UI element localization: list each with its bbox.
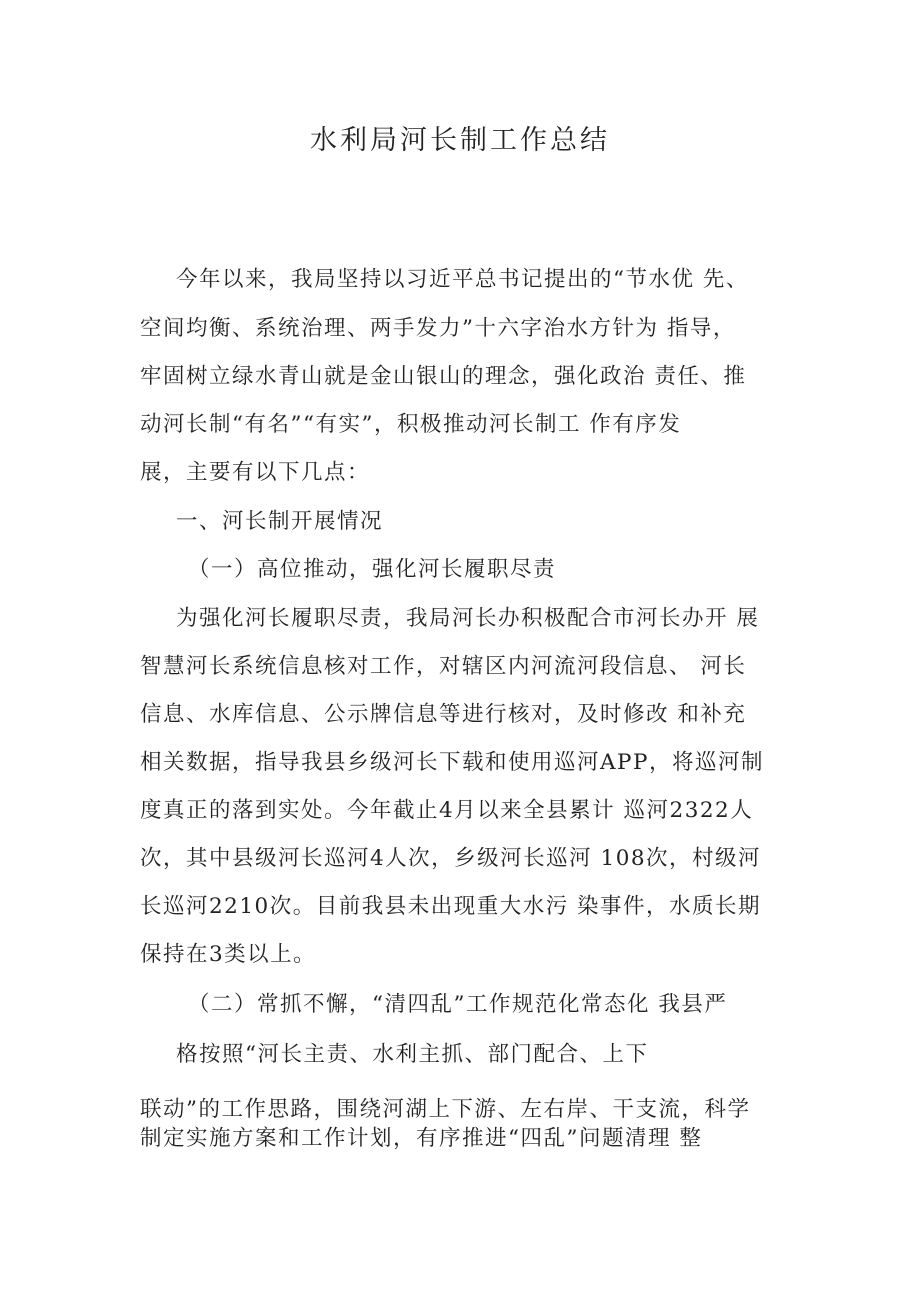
- paragraph-line: 牢固树立绿水青山就是金山银山的理念，强化政治 责任、推: [140, 364, 747, 389]
- paragraph-line: 格按照“河长主责、水利主抓、部门配合、上下: [176, 1042, 649, 1067]
- document-title: 水利局河长制工作总结: [310, 125, 610, 156]
- paragraph-line: 展，主要有以下几点：: [140, 460, 371, 485]
- paragraph-line: 智慧河长系统信息核对工作，对辖区内河流河段信息、 河长: [140, 654, 747, 679]
- paragraph-line: 联动”的工作思路，围绕河湖上下游、左右岸、干支流，科学: [140, 1097, 751, 1122]
- paragraph-line: 空间均衡、系统治理、两手发力”十六字治水方针为 指导，: [140, 316, 736, 341]
- paragraph-line: 次，其中县级河长巡河4人次，乡级河长巡河 108次，村级河: [140, 846, 762, 871]
- paragraph-line: 动河长制“有名”“有实”，积极推动河长制工 作有序发: [140, 412, 682, 437]
- paragraph-line: 长巡河2210次。目前我县未出现重大水污 染事件，水质长期: [140, 894, 762, 919]
- paragraph-line: 保持在3类以上。: [140, 942, 317, 967]
- subsection-heading: （二）常抓不懈，“清四乱”工作规范化常态化 我县严: [188, 992, 728, 1017]
- paragraph-line: 度真正的落到实处。今年截止4月以来全县累计 巡河2322人: [140, 798, 754, 823]
- subsection-heading: （一）高位推动，强化河长履职尽责: [188, 557, 557, 582]
- paragraph-line: 信息、水库信息、公示牌信息等进行核对，及时修改 和补充: [140, 702, 747, 727]
- paragraph-line: 为强化河长履职尽责，我局河长办积极配合市河长办开 展: [176, 606, 760, 631]
- paragraph-line: 相关数据，指导我县乡级河长下载和使用巡河APP，将巡河制: [140, 750, 764, 775]
- section-heading: 一、河长制开展情况: [176, 509, 384, 534]
- paragraph-line: 今年以来，我局坚持以习近平总书记提出的“节水优 先、: [176, 267, 749, 292]
- paragraph-line: 制定实施方案和工作计划，有序推进“四乱”问题清理 整: [140, 1126, 703, 1151]
